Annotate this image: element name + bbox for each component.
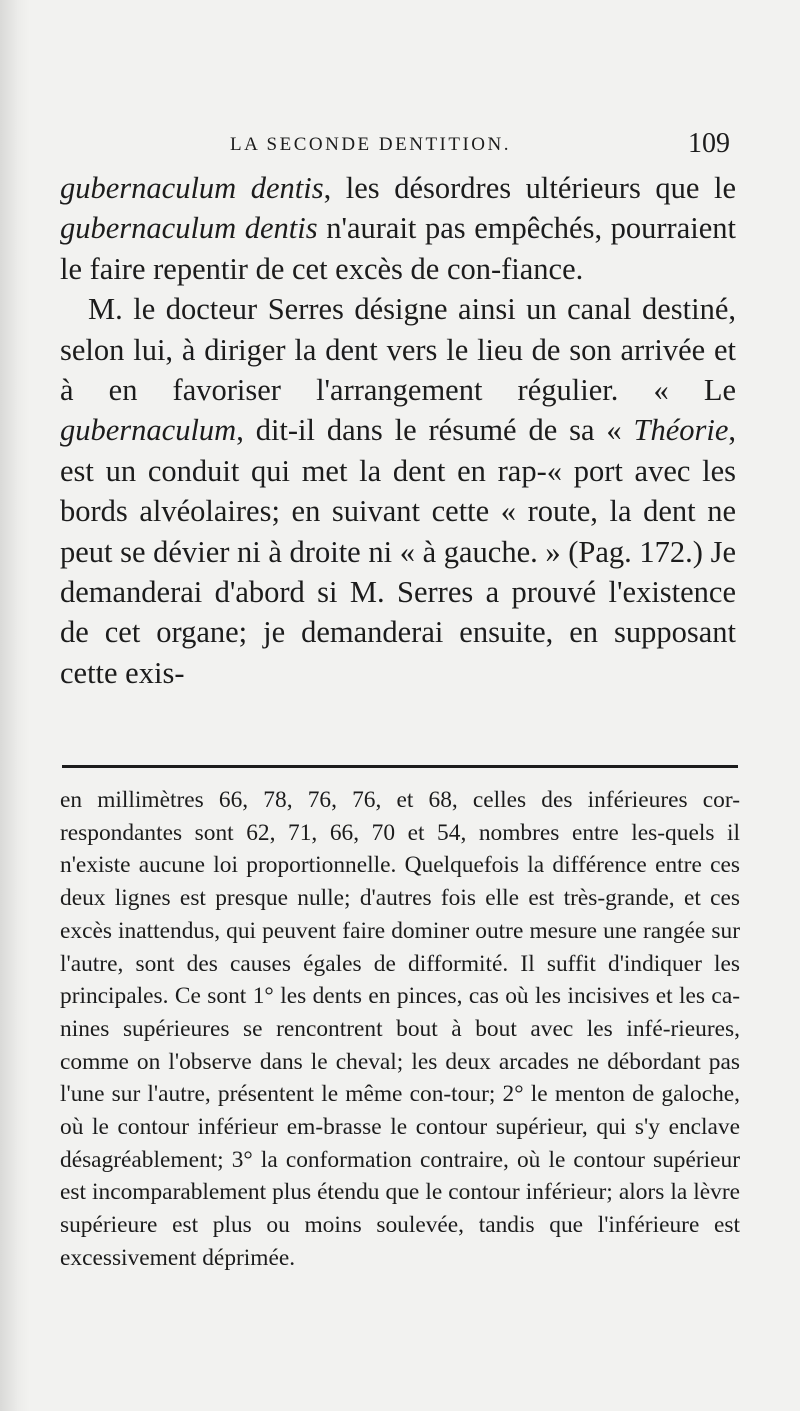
text-run: , les désordres ultérieurs que le (323, 171, 736, 205)
footnote-paragraph: en millimètres 66, 78, 76, 76, et 68, celles des inférieures cor-respondantes sont 62, 71, 66, 70 et 54, nombres entre les-quels il n'existe aucune loi proportionnelle. Quelquefois la différence entre ces deux lignes est presque nulle; d'autres fois elle est très-grande, et ces excès inattendus, qui peuvent faire dominer outre mesure une rangée sur l'autre, sont des causes égales de difformité. Il suffit d'indiquer les principales. Ce sont 1° les dents en pinces, cas où les incisives et les ca-nines supérieures se rencontrent bout à bout avec les infé-rieures, comme on l'observe dans le cheval; les deux arcades ne débordant pas l'une sur l'autre, présentent le même con-tour; 2° le menton de galoche, où le contour inférieur em-brasse le contour supérieur, qui s'y enclave désagréablement; 3° la conformation contraire, où le contour supérieur est incomparablement plus étendu que le contour inférieur; alors la lèvre supérieure est plus ou moins soulevée, tandis que l'inférieure est excessivement déprimée. (60, 787, 740, 1271)
italic-term: gubernaculum dentis (60, 211, 318, 246)
running-title: LA SECONDE DENTITION. (230, 134, 512, 155)
italic-term: Théorie (633, 413, 729, 448)
text-run: n'aurait pas empêchés, pourraient le faire repentir de cet excès de con-fiance. (60, 211, 736, 286)
text-run: , dit-il dans le résumé de sa « (236, 413, 634, 448)
page-edge-shadow (0, 0, 30, 1411)
text-run: , est un conduit qui met la dent en rap-« port avec les bords alvéolaires; en suivant cette « route, la dent ne peut se dévier ni à droite ni « à gauche. » (Pag. 172.) Je demanderai d'abord si M. Serres a prouvé l'existence de cet organe; je demanderai ensuite, en supposant cette exis- (60, 413, 736, 690)
page-number: 109 (688, 128, 730, 159)
footnote (60, 784, 740, 1275)
paragraph-2 (60, 289, 736, 693)
main-text (60, 168, 736, 693)
italic-term: gubernaculum (60, 413, 237, 448)
paragraph-1 (60, 168, 736, 289)
italic-term: gubernaculum dentis (60, 171, 324, 205)
footnote-rule (62, 765, 738, 768)
text-run: M. le docteur Serres désigne ainsi un canal destiné, selon lui, à diriger la dent vers le lieu de son arrivée et à en favoriser l'arrangement régulier. « Le (60, 292, 736, 408)
running-header (60, 128, 740, 168)
